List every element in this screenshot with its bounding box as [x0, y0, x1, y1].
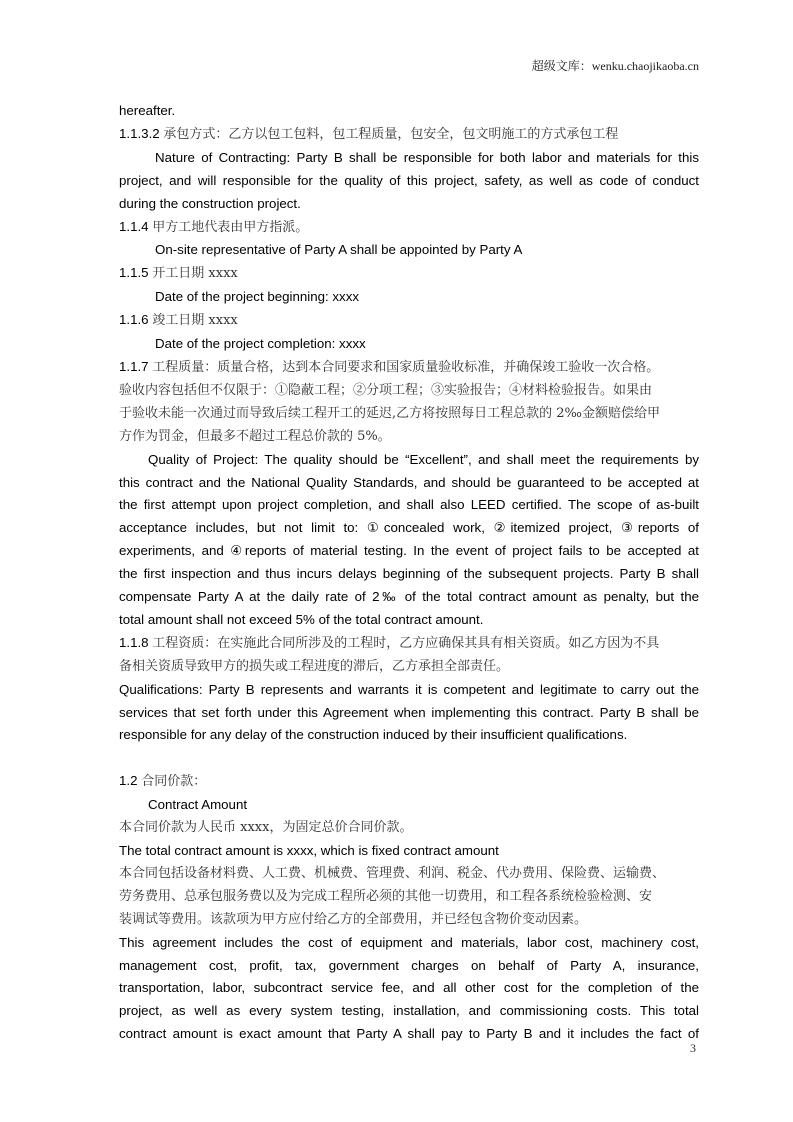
- clause-heading: [119, 356, 699, 380]
- clause-heading: [119, 123, 699, 147]
- chinese-text-line: 验收内容包括但不仅限于：①隐蔽工程；②分项工程；③实验报告；④材料检验报告。如果由: [119, 382, 653, 398]
- clause-heading: [119, 632, 699, 656]
- english-text-line: Qualifications: Party B represents and warrants it is competent and legitimate to carry out the: [119, 681, 699, 697]
- english-text-line: compensate Party A at the daily rate of 2‰ of the total contract amount as penalty, but the: [119, 589, 699, 605]
- clause-number: 1.1.7: [119, 358, 153, 374]
- english-text-line: services that set forth under this Agreement when implementing this contract. Party B shall be: [119, 704, 699, 720]
- clause-number: 1.1.8: [119, 634, 153, 650]
- english-text-line: project, as well as every system testing, installation, and commissioning costs. This total: [119, 1003, 699, 1019]
- english-text-line: Date of the project completion: xxxx: [155, 336, 366, 352]
- chinese-text-line: 装调试等费用。该款项为甲方应付给乙方的全部费用，并已经包含物价变动因素。: [119, 911, 588, 927]
- english-text-line: the first attempt upon project completion, and shall also LEED certified. The scope of as-built: [119, 497, 699, 513]
- english-text-line: Quality of Project: The quality should be “Excellent”, and shall meet the requirements by: [148, 451, 699, 467]
- english-text-line: Nature of Contracting: Party B shall be responsible for both labor and materials for this: [155, 149, 699, 165]
- english-text-line: contract amount is exact amount that Party A shall pay to Party B and it includes the fact of: [119, 1026, 699, 1042]
- english-text-line: during the construction project.: [119, 195, 301, 211]
- paragraph-gap: [119, 747, 699, 770]
- clause-heading: [119, 216, 699, 240]
- english-text-line: Date of the project beginning: xxxx: [155, 289, 360, 305]
- chinese-text-line: 劳务费用、总承包服务费以及为完成工程所必须的其他一切费用，和工程各系统检验检测、安: [119, 888, 653, 904]
- chinese-text-line: 方作为罚金，但最多不超过工程总价款的 5%。: [119, 428, 391, 444]
- clause-chinese-text: 合同价款：: [141, 774, 207, 790]
- clause-chinese-text: 工程资质：在实施此合同所涉及的工程时，乙方应确保其具有相关资质。如乙方因为不具: [152, 635, 660, 651]
- english-text-line: responsible for any delay of the construction induced by their insufficient qualifications.: [119, 727, 628, 743]
- clause-chinese-text: 甲方工地代表由甲方指派。: [152, 219, 309, 235]
- english-text-line: total amount shall not exceed 5% of the total contract amount.: [119, 611, 484, 627]
- clause-chinese-text: 开工日期 xxxx: [152, 266, 238, 282]
- clause-heading: [119, 262, 699, 286]
- clause-chinese-text: 承包方式：乙方以包工包料，包工程质量，包安全，包文明施工的方式承包工程: [163, 126, 619, 142]
- english-text-line: the first inspection and thus incurs delays beginning of the subsequent projects. Party B shall: [119, 566, 699, 582]
- clause-number: 1.1.5: [119, 265, 153, 281]
- page-header-site: 超级文库：wenku.chaojikaoba.cn: [531, 59, 699, 73]
- english-text-line: acceptance includes, but not limit to: ①concealed work, ②itemized project, ③reports of: [119, 520, 699, 536]
- document-body: [119, 100, 699, 1046]
- english-text-line: Contract Amount: [148, 797, 248, 813]
- clause-number: 1.2: [119, 773, 142, 789]
- english-text-line: this contract and the National Quality Standards, and should be guaranteed to be accepted at: [119, 474, 699, 490]
- clause-heading: [119, 309, 699, 333]
- english-text-line: management cost, profit, tax, government charges on behalf of Party A, insurance,: [119, 957, 699, 973]
- english-text-line: This agreement includes the cost of equipment and materials, labor cost, machinery cost,: [119, 934, 699, 950]
- english-text-line: The total contract amount is xxxx, which is fixed contract amount: [119, 842, 499, 858]
- chinese-text-line: 本合同包括设备材料费、人工费、机械费、管理费、利润、税金、代办费用、保险费、运输费、: [119, 865, 666, 881]
- english-text-line: experiments, and ④reports of material testing. In the event of project fails to be accepted at: [119, 543, 699, 559]
- english-text-line: hereafter.: [119, 103, 176, 118]
- clause-chinese-text: 工程质量：质量合格，达到本合同要求和国家质量验收标准，并确保竣工验收一次合格。: [152, 359, 660, 375]
- clause-number: 1.1.3.2: [119, 125, 164, 141]
- english-text-line: transportation, labor, subcontract service fee, and all other cost for the completion of the: [119, 980, 699, 996]
- clause-heading: [119, 770, 699, 794]
- clause-number: 1.1.6: [119, 312, 153, 328]
- english-text-line: project, and will responsible for the quality of this project, safety, as well as code of conduct: [119, 172, 699, 188]
- clause-chinese-text: 竣工日期 xxxx: [152, 313, 238, 329]
- chinese-text-line: 备相关资质导致甲方的损失或工程进度的滞后，乙方承担全部责任。: [119, 658, 510, 674]
- chinese-text-line: 本合同价款为人民币 xxxx，为固定总价合同价款。: [119, 820, 413, 836]
- clause-number: 1.1.4: [119, 218, 153, 234]
- english-text-line: On-site representative of Party A shall be appointed by Party A: [155, 242, 523, 258]
- page-number: 3: [690, 1041, 696, 1055]
- chinese-text-line: 于验收未能一次通过而导致后续工程开工的延迟,乙方将按照每日工程总款的 2‰金额赔偿给甲: [119, 405, 660, 421]
